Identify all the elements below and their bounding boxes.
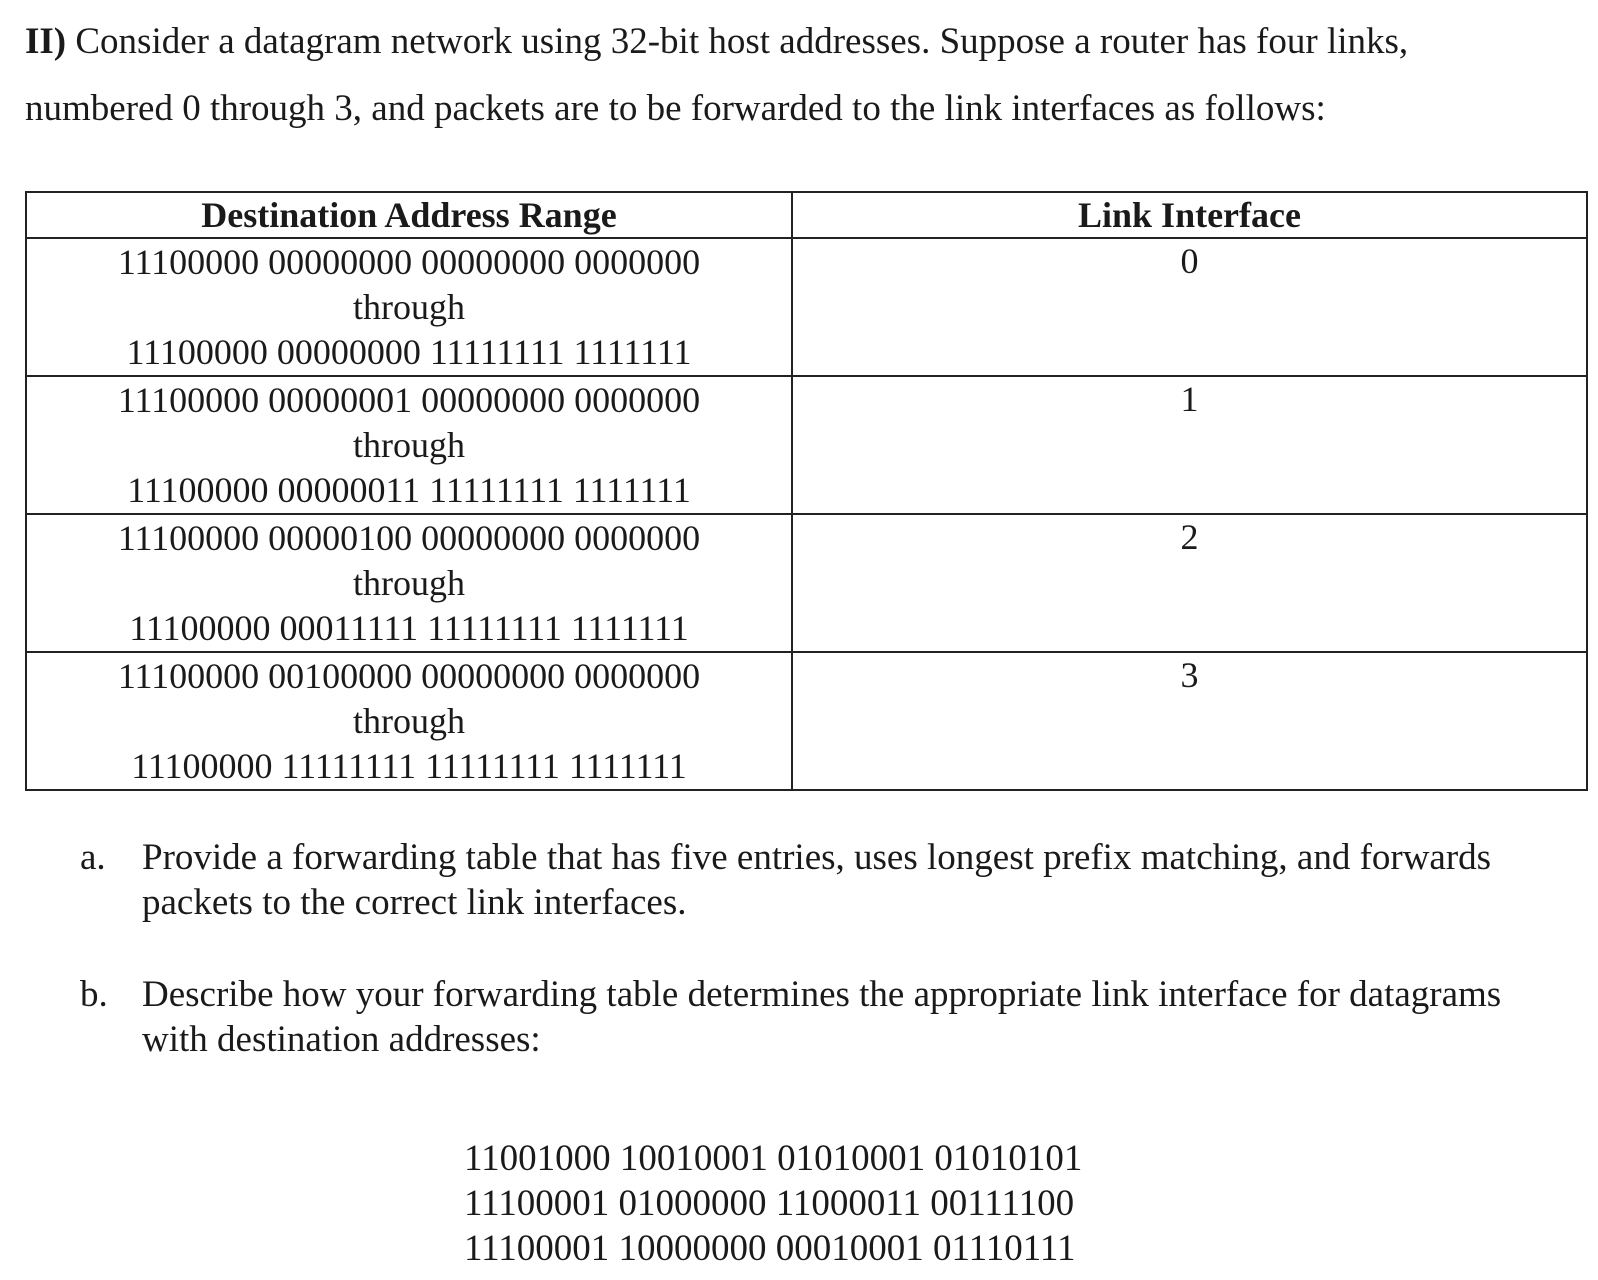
question-a (80, 835, 1560, 925)
destination-address: 11100001 10000000 00010001 01110111 (464, 1228, 1076, 1269)
question-marker: a. (80, 837, 106, 878)
destination-address-list (464, 1136, 1082, 1271)
range-to: 11100000 00011111 11111111 1111111 (129, 607, 689, 648)
range-cell (26, 376, 792, 514)
range-through: through (353, 424, 465, 465)
range-through: through (353, 562, 465, 603)
range-from: 11100000 00000100 00000000 0000000 (117, 517, 701, 558)
problem-number: II) (25, 21, 67, 62)
question-marker: b. (80, 974, 108, 1015)
range-to: 11100000 11111111 11111111 1111111 (131, 745, 687, 786)
table-row (26, 238, 1587, 376)
destination-address: 11100001 01000000 11000011 00111100 (464, 1183, 1075, 1224)
table-row (26, 376, 1587, 514)
header-destination-range: Destination Address Range (26, 192, 792, 238)
problem-intro (25, 8, 1585, 142)
question-text: Describe how your forwarding table determines the appropriate link interface for datagrams with destination addresses: (142, 974, 1502, 1060)
link-interface-cell: 0 (792, 238, 1587, 376)
intro-text-1: Consider a datagram network using 32-bit host addresses. Suppose a router has four links, (66, 21, 1409, 62)
range-from: 11100000 00000001 00000000 0000000 (117, 379, 701, 420)
link-interface-cell: 2 (792, 514, 1587, 652)
table-row (26, 652, 1587, 790)
range-cell (26, 652, 792, 790)
range-cell (26, 514, 792, 652)
range-through: through (353, 286, 465, 327)
table-row (26, 514, 1587, 652)
range-cell (26, 238, 792, 376)
range-from: 11100000 00100000 00000000 0000000 (117, 655, 701, 696)
range-through: through (353, 700, 465, 741)
question-list (80, 835, 1560, 1109)
link-interface-cell: 3 (792, 652, 1587, 790)
intro-line-1 (25, 8, 1585, 75)
destination-address: 11001000 10010001 01010001 01010101 (464, 1138, 1083, 1179)
table-header-row (26, 192, 1587, 238)
range-from: 11100000 00000000 00000000 0000000 (117, 241, 701, 282)
question-text: Provide a forwarding table that has five entries, uses longest prefix matching, and forwards packets to the correct link interfaces. (142, 837, 1492, 923)
link-interface-cell: 1 (792, 376, 1587, 514)
intro-line-2: numbered 0 through 3, and packets are to be forwarded to the link interfaces as follows: (25, 88, 1326, 129)
range-to: 11100000 00000000 11111111 1111111 (126, 331, 692, 372)
header-link-interface: Link Interface (792, 192, 1587, 238)
question-b (80, 972, 1560, 1062)
address-range-table (25, 191, 1588, 791)
range-to: 11100000 00000011 11111111 1111111 (127, 469, 691, 510)
